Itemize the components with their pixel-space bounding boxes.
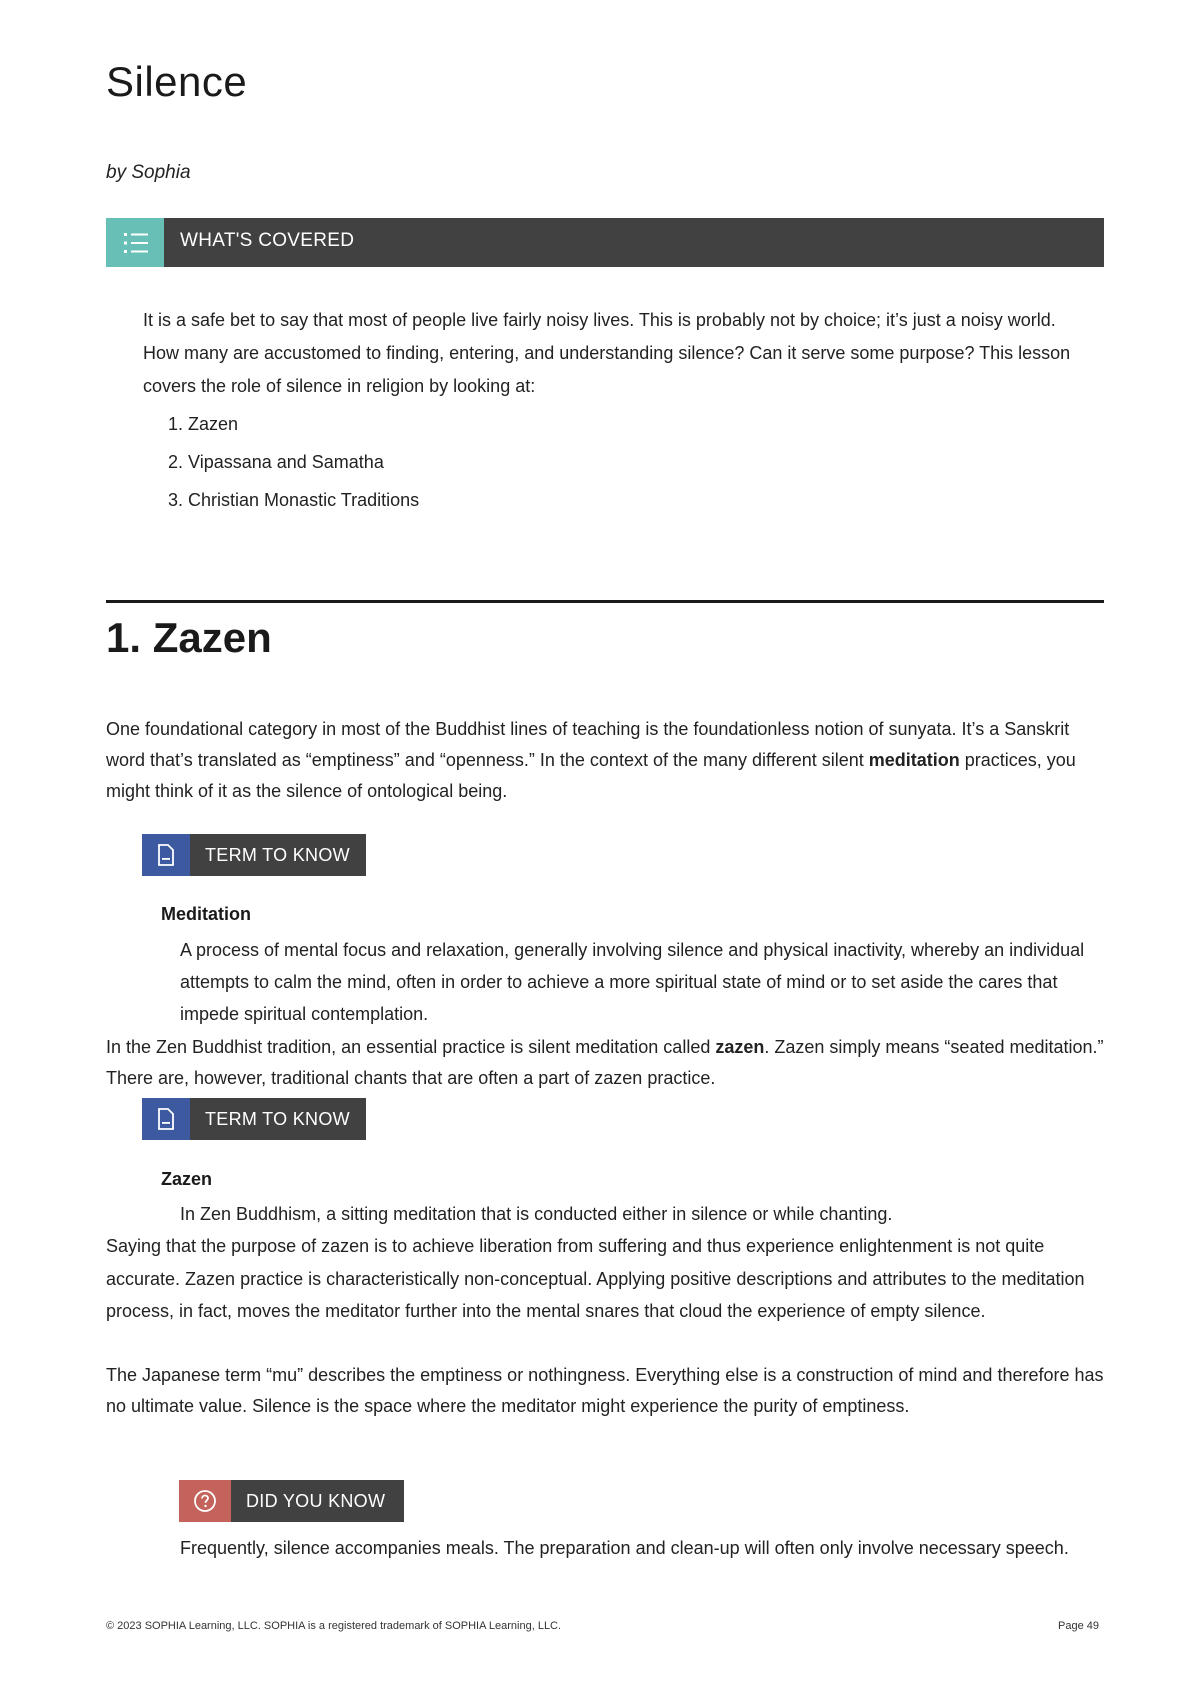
paragraph-purpose: Saying that the purpose of zazen is to achieve liberation from suffering and thus experience enlightenment is not quite accurate. Zazen practice is characteristically non-conceptual. Applying positive descriptions and attributes to the meditation process, in fact, moves the meditator further into the mental snares that cloud the experience of empty silence.: [106, 1236, 1085, 1321]
section-divider: [106, 600, 1104, 603]
did-you-know-box: [179, 1480, 404, 1522]
bold-term: zazen: [715, 1037, 765, 1057]
whats-covered-bar: [106, 218, 1104, 267]
whats-covered-label: WHAT'S COVERED: [180, 230, 355, 251]
paragraph-zazen: [106, 1032, 1106, 1094]
footer-page-number: Page 49: [1058, 1620, 1099, 1632]
covered-list: [143, 407, 419, 521]
list-item-text: Christian Monastic Traditions: [188, 490, 420, 510]
term-to-know-box: [142, 834, 366, 876]
list-item-number: 3.: [167, 490, 183, 510]
document-icon: [142, 834, 190, 876]
list-item-text: Vipassana and Samatha: [188, 452, 384, 472]
term-definition: A process of mental focus and relaxation, generally involving silence and physical inactivity, whereby an individual attempts to calm the mind, often in order to achieve a more spiritual state of mind or to set aside the cares that impede spiritual contemplation.: [180, 940, 1085, 1024]
page-title: Silence: [106, 58, 248, 105]
paragraph-sunyata: [106, 714, 1106, 807]
term-name: Zazen: [161, 1169, 213, 1189]
document-icon: [142, 1098, 190, 1140]
list-item: [143, 445, 419, 483]
term-to-know-box: [142, 1098, 366, 1140]
paragraph-text: One foundational category in most of the Buddhist lines of teaching is the foundationless notion of sunyata. It’s a Sanskrit word that’s translated as “emptiness” and “openness.” In the context of the many different silent: [106, 719, 1070, 770]
bold-term: meditation: [868, 750, 960, 770]
term-definition: In Zen Buddhism, a sitting meditation that is conducted either in silence or while chanting.: [180, 1204, 893, 1224]
term-name: Meditation: [161, 904, 251, 924]
list-icon: [106, 218, 164, 267]
list-item-text: Zazen: [188, 414, 239, 434]
intro-paragraph: It is a safe bet to say that most of people live fairly noisy lives. This is probably not by choice; it’s just a noisy world. How many are accustomed to finding, entering, and understanding silence? Can it serve some purpose? This lesson covers the role of silence in religion by looking at:: [143, 310, 1071, 396]
author-byline: by Sophia: [106, 162, 191, 183]
section-heading: 1. Zazen: [106, 614, 272, 661]
list-item: [143, 483, 419, 521]
list-item: [143, 407, 419, 445]
did-you-know-label: DID YOU KNOW: [246, 1491, 386, 1511]
list-item-number: 1.: [167, 414, 183, 434]
term-to-know-label: TERM TO KNOW: [205, 845, 350, 865]
did-you-know-text: Frequently, silence accompanies meals. The preparation and clean-up will often only involve necessary speech.: [180, 1538, 1069, 1558]
list-item-number: 2.: [167, 452, 183, 472]
paragraph-mu: The Japanese term “mu” describes the emptiness or nothingness. Everything else is a construction of mind and therefore has no ultimate value. Silence is the space where the meditator might experience the purity of emptiness.: [106, 1365, 1104, 1416]
question-circle-icon: [179, 1480, 231, 1522]
paragraph-text: practices, you might think of it as the silence of ontological being.: [106, 750, 1076, 801]
footer-copyright: © 2023 SOPHIA Learning, LLC. SOPHIA is a registered trademark of SOPHIA Learning, LLC.: [106, 1620, 562, 1632]
paragraph-text: . Zazen simply means “seated meditation.” There are, however, traditional chants that are often a part of zazen practice.: [106, 1037, 1104, 1088]
term-to-know-label: TERM TO KNOW: [205, 1109, 350, 1129]
paragraph-text: In the Zen Buddhist tradition, an essential practice is silent meditation called: [106, 1037, 716, 1057]
